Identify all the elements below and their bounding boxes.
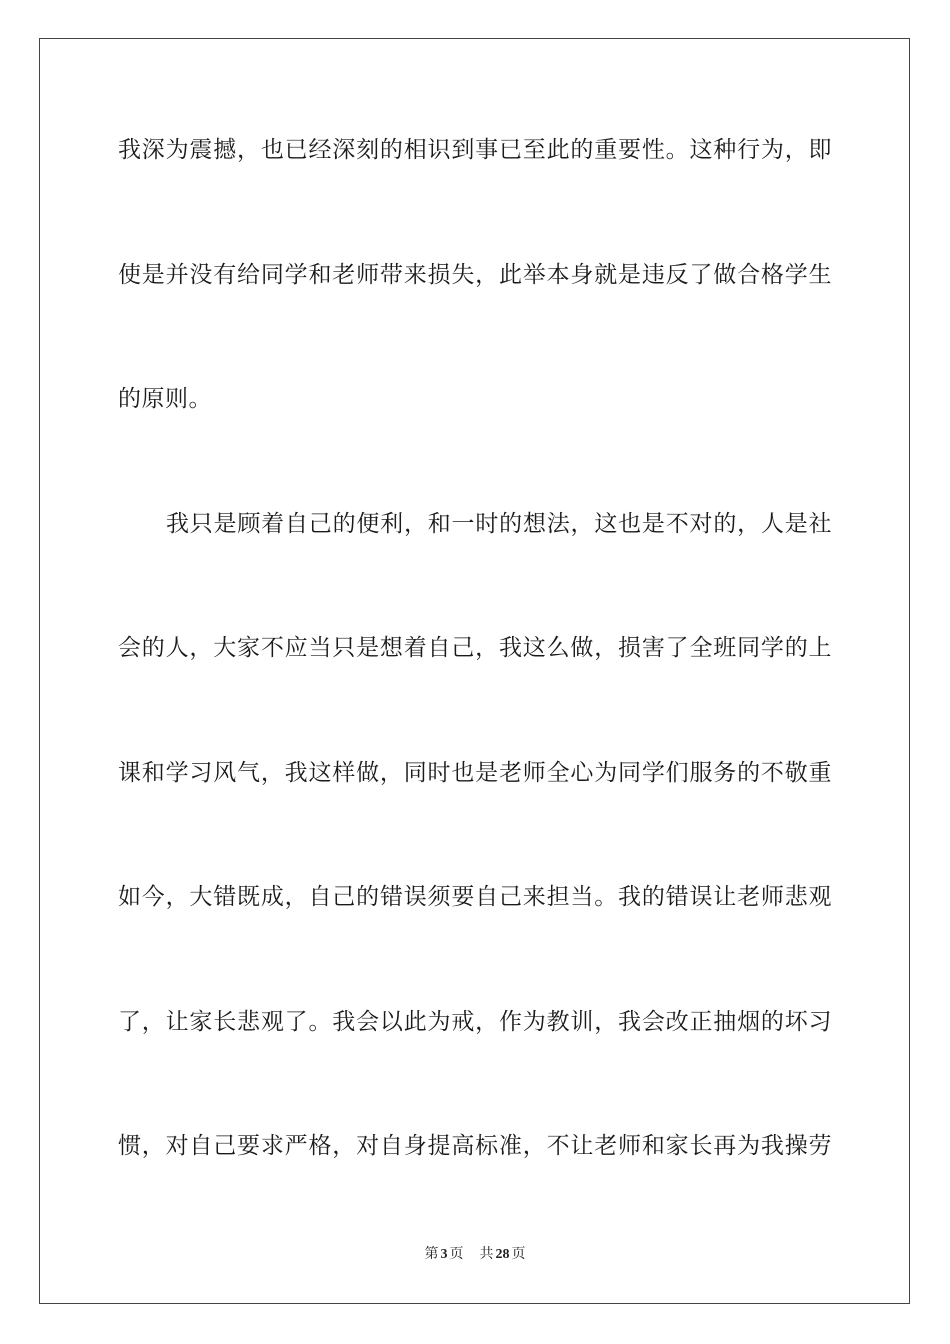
page-footer	[0, 1246, 950, 1264]
page-suffix: 页	[449, 1247, 464, 1262]
total-pages: 28	[495, 1247, 510, 1262]
page-border	[39, 38, 910, 1304]
paragraph-line-9: 惯，对自己要求严格，对自身提高标准，不让老师和家长再为我操劳	[118, 1133, 832, 1159]
page-number: 3	[440, 1247, 448, 1262]
paragraph-line-1: 我深为震撼，也已经深刻的相识到事已至此的重要性。这种行为，即	[118, 137, 832, 163]
paragraph-line-3: 的原则。	[118, 386, 212, 412]
paragraph-line-2: 使是并没有给同学和老师带来损失，此举本身就是违反了做合格学生	[118, 262, 832, 288]
paragraph-line-5: 会的人，大家不应当只是想着自己，我这么做，损害了全班同学的上	[118, 635, 832, 661]
page-prefix: 第	[424, 1247, 439, 1262]
paragraph-line-4: 我只是顾着自己的便利，和一时的想法，这也是不对的，人是社	[166, 511, 832, 537]
paragraph-line-7: 如今，大错既成，自己的错误须要自己来担当。我的错误让老师悲观	[118, 884, 832, 910]
total-prefix: 共	[479, 1247, 494, 1262]
paragraph-line-8: 了，让家长悲观了。我会以此为戒，作为教训，我会改正抽烟的坏习	[118, 1009, 832, 1035]
paragraph-line-6: 课和学习风气，我这样做，同时也是老师全心为同学们服务的不敬重	[118, 760, 832, 786]
total-suffix: 页	[511, 1247, 526, 1262]
